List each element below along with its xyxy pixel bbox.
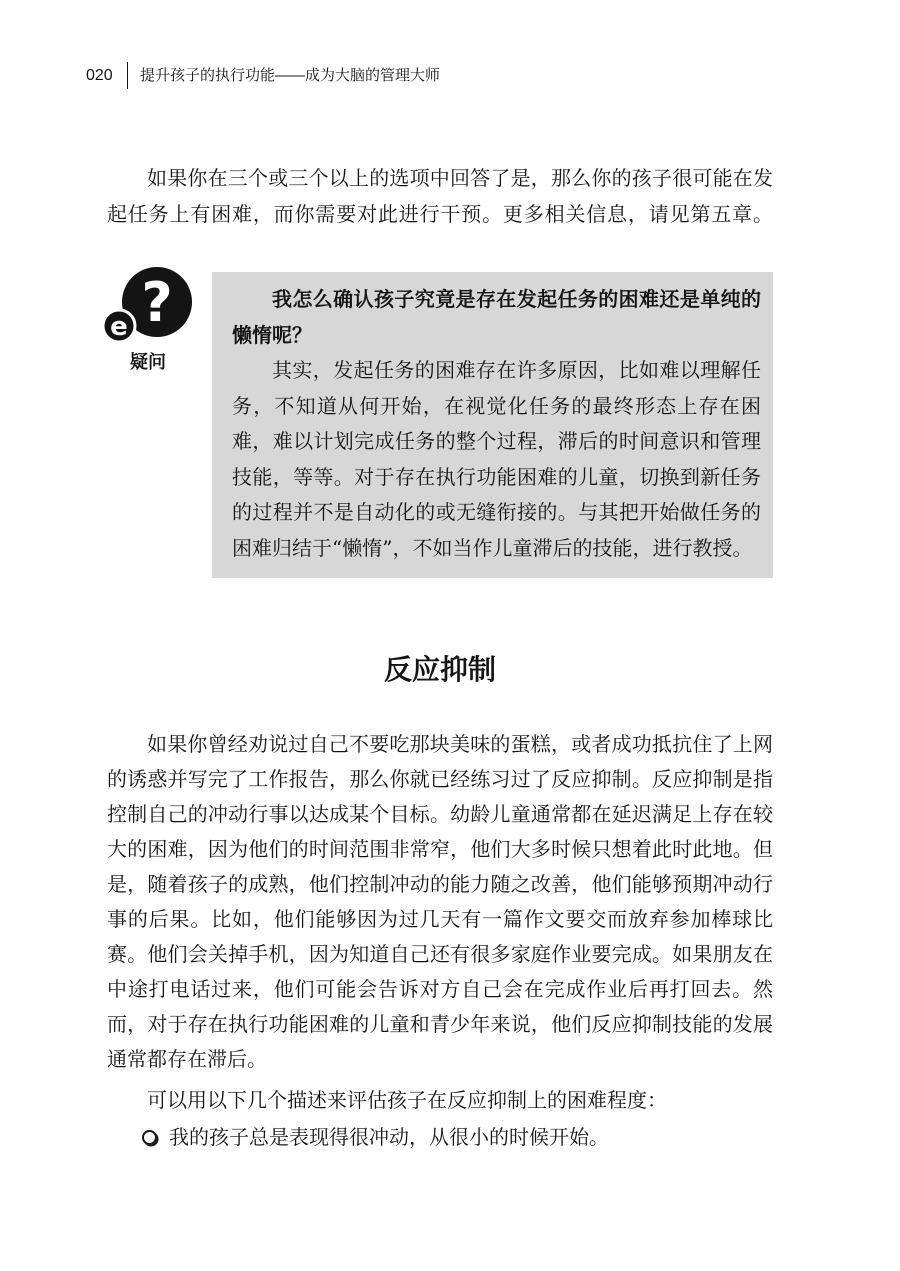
- text-line: 大的困难，因为他们的时间范围非常窄，他们大多时候只想着此时此地。但: [107, 837, 773, 861]
- answer-line: 的过程并不是自动化的或无缝衔接的。与其把开始做任务的: [232, 500, 761, 524]
- section-heading: 反应抑制: [383, 653, 496, 686]
- answer-line: 其实，发起任务的困难存在许多原因，比如难以理解任: [272, 358, 761, 382]
- text-line: 中途打电话过来，他们可能会告诉对方自己会在完成作业后再打回去。然: [107, 977, 773, 1001]
- running-header: [0, 62, 900, 90]
- intro-paragraph: [107, 160, 773, 232]
- text-line: 通常都存在滞后。: [107, 1047, 267, 1071]
- e-letter: e: [110, 312, 128, 342]
- prompt-text: 可以用以下几个描述来评估孩子在反应抑制上的困难程度：: [147, 1088, 667, 1112]
- answer-line: 困难归结于“懒惰”，不如当作儿童滞后的技能，进行教授。: [232, 535, 753, 560]
- circle-bullet-icon: [142, 1130, 157, 1145]
- checklist-item-text: 我的孩子总是表现得很冲动，从很小的时候开始。: [169, 1125, 609, 1149]
- header-divider: [127, 62, 128, 89]
- assessment-prompt: [107, 1083, 773, 1118]
- checklist-item: [107, 1120, 773, 1155]
- question-label: 疑问: [130, 352, 166, 373]
- text-line: 起任务上有困难，而你需要对此进行干预。更多相关信息，请见第五章。: [107, 202, 773, 226]
- question-line: 我怎么确认孩子究竟是存在发起任务的困难还是单纯的: [272, 287, 761, 311]
- text-line: 事的后果。比如，他们能够因为过几天有一篇作文要交而放弃参加棒球比: [107, 907, 773, 931]
- text-line: 控制自己的冲动行事以达成某个目标。幼龄儿童通常都在延迟满足上存在较: [107, 802, 773, 826]
- question-box: [212, 272, 773, 578]
- text-line: 如果你曾经劝说过自己不要吃那块美味的蛋糕，或者成功抵抗住了上网: [147, 732, 773, 756]
- text-line: 的诱惑并写完了工作报告，那么你就已经练习过了反应抑制。反应抑制是指: [107, 767, 773, 791]
- answer-line: 务，不知道从何开始，在视觉化任务的最终形态上存在困: [232, 393, 761, 418]
- question-e-icon: [102, 264, 197, 346]
- checklist: [107, 1120, 773, 1155]
- text-line: 赛。他们会关掉手机，因为知道自己还有很多家庭作业要完成。如果朋友在: [107, 942, 773, 966]
- text-line: 是，随着孩子的成熟，他们控制冲动的能力随之改善，他们能够预期冲动行: [107, 872, 773, 896]
- text-line: 而，对于存在执行功能困难的儿童和青少年来说，他们反应抑制技能的发展: [107, 1012, 773, 1036]
- answer-line: 技能，等等。对于存在执行功能困难的儿童，切换到新任务: [232, 464, 761, 489]
- question-mark: ?: [141, 271, 173, 334]
- question-line: 懒惰呢？: [232, 322, 312, 347]
- text-line: 如果你在三个或三个以上的选项中回答了是，那么你的孩子很可能在发: [147, 166, 773, 190]
- answer-line: 难，难以计划完成任务的整个过程，滞后的时间意识和管理: [232, 429, 761, 453]
- section-paragraph: [107, 727, 773, 1077]
- book-title: 提升孩子的执行功能——成为大脑的管理大师: [140, 67, 441, 84]
- page-number: 020: [86, 67, 113, 84]
